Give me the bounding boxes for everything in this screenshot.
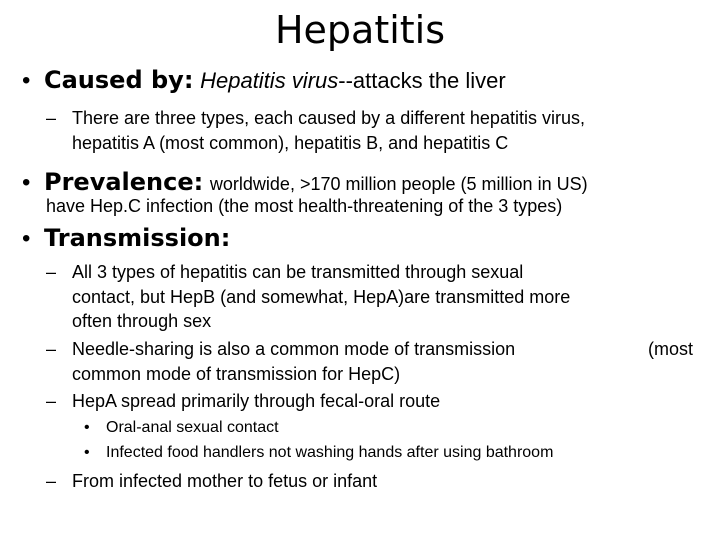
caused-by-text: --attacks the liver (338, 68, 506, 93)
bullet-dot: • (22, 225, 31, 252)
virus-name: Hepatitis virus (200, 68, 339, 93)
transmission-subitem-2-text: Infected food handlers not washing hands after using bathroom (106, 444, 554, 461)
transmission-item-1 (46, 262, 523, 283)
bullet-dot: • (22, 67, 31, 94)
transmission-subitem-1-text: Oral-anal sexual contact (106, 419, 279, 436)
transmission-item-1-line1: All 3 types of hepatitis can be transmitted through sexual (72, 262, 524, 282)
transmission-item-2-line2: common mode of transmission for HepC) (72, 364, 401, 384)
caused-by-label: Caused by: (44, 66, 194, 94)
transmission-item-2 (46, 339, 515, 360)
transmission-subitem-1 (84, 419, 279, 437)
bullet-dot: • (84, 444, 90, 461)
caused-by-sub-line2: hepatitis A (most common), hepatitis B, and hepatitis C (72, 133, 509, 153)
bullet-dot: • (84, 419, 90, 436)
prevalence-label: Prevalence: (44, 168, 204, 196)
transmission-label: Transmission: (44, 224, 231, 252)
transmission-subitem-2 (84, 444, 553, 462)
transmission-item-1-line3: often through sex (72, 311, 212, 331)
prevalence-line1: worldwide, >170 million people (5 million in US) (209, 174, 588, 194)
dash: – (46, 108, 57, 128)
dash: – (46, 339, 57, 359)
transmission-item-2-line1: Needle-sharing is also a common mode of transmission (72, 339, 516, 359)
prevalence-line2: have Hep.C infection (the most health-threatening of the 3 types) (46, 196, 563, 216)
transmission-item-3-line1: HepA spread primarily through fecal-oral route (72, 391, 441, 411)
transmission-item-1-line2: contact, but HepB (and somewhat, HepA)are transmitted more (72, 287, 571, 307)
dash: – (46, 471, 57, 491)
bullet-transmission (22, 224, 230, 253)
transmission-item-4 (46, 471, 377, 492)
caused-by-sub-line1: There are three types, each caused by a different hepatitis virus, (72, 108, 585, 128)
bullet-prevalence (22, 168, 588, 197)
page-title: Hepatitis (274, 8, 446, 52)
bullet-caused-by (22, 66, 506, 95)
dash: – (46, 262, 57, 282)
bullet-dot: • (22, 169, 31, 196)
transmission-item-2-line1b: (most (648, 339, 693, 359)
transmission-item-3 (46, 391, 440, 412)
caused-by-sub (46, 108, 585, 129)
transmission-item-4-line1: From infected mother to fetus or infant (72, 471, 378, 491)
dash: – (46, 391, 57, 411)
